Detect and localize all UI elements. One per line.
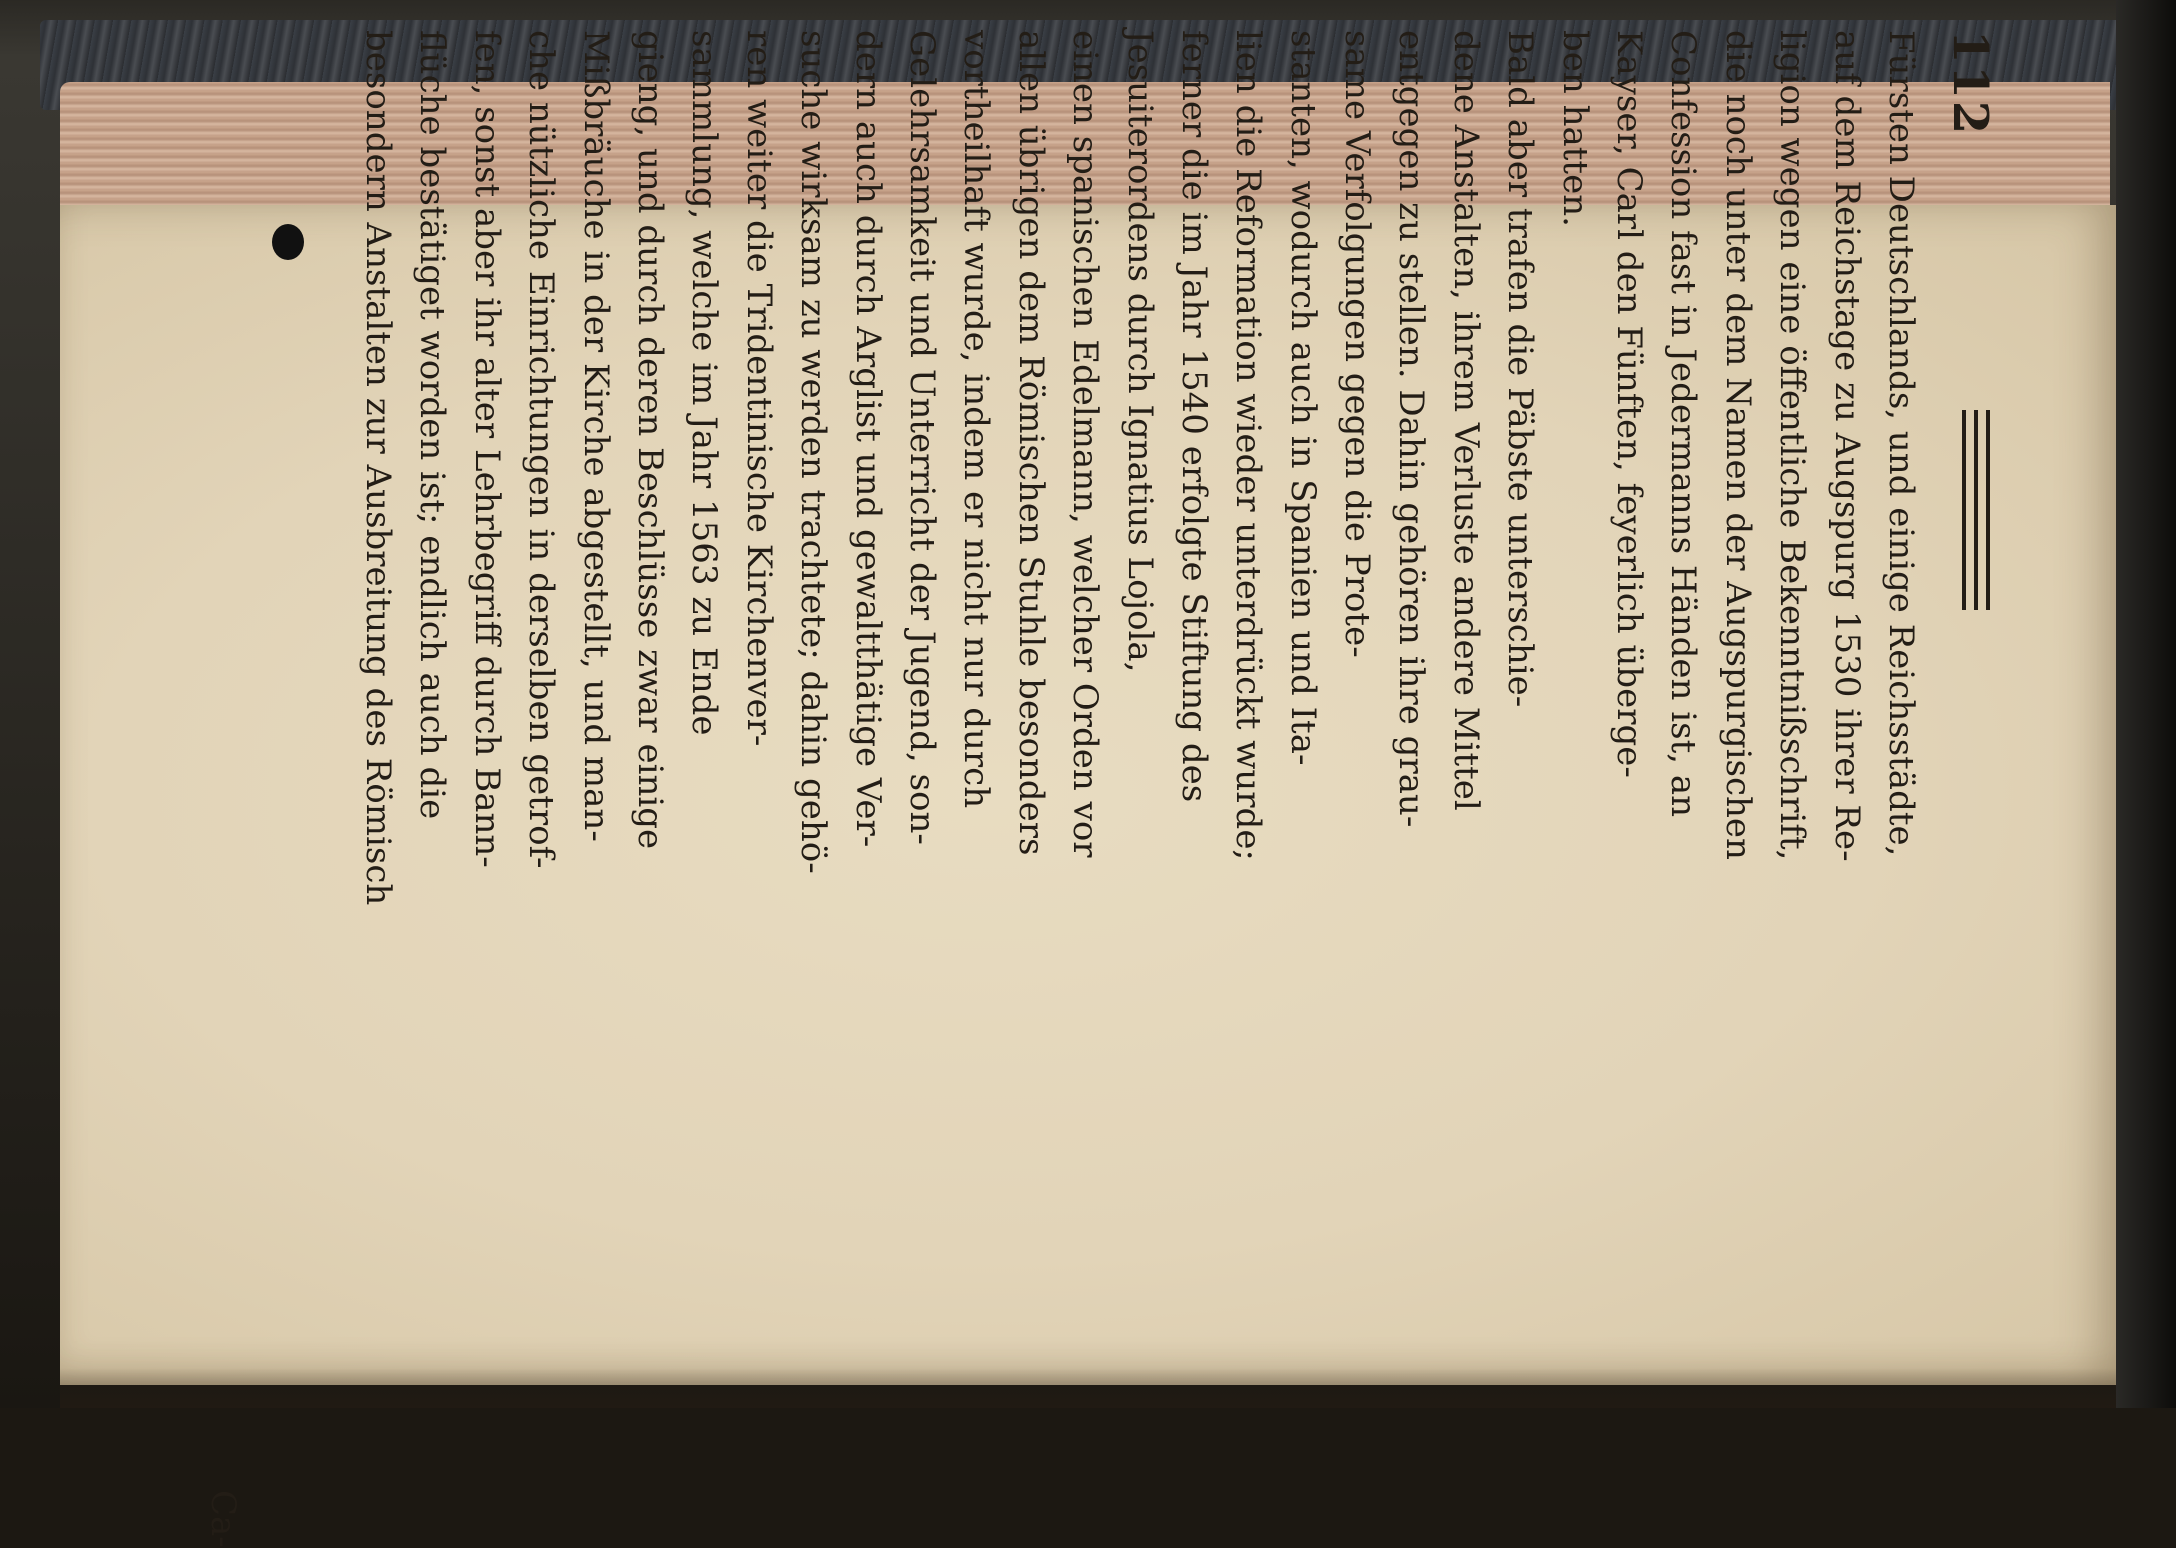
text-line: auf dem Reichstage zu Augspurg 1530 ihrer Re- xyxy=(1826,30,1867,862)
text-line: Bald aber trafen die Päbste unterschie- xyxy=(1500,30,1541,708)
text-line: die noch unter dem Namen der Augspurgischen xyxy=(1717,30,1758,860)
text-line: Confession fast in Jedermanns Händen ist, an xyxy=(1663,30,1704,818)
page-text-block xyxy=(203,30,2000,1548)
text-line: ligion wegen eine öffentliche Bekenntnißschrift, xyxy=(1772,30,1813,861)
text-line: fen, sonst aber ihr alter Lehrbegriff durch Bann- xyxy=(466,30,507,868)
text-line: stanten, wodurch auch in Spanien und Ita- xyxy=(1282,30,1323,766)
book-spine xyxy=(2116,0,2176,1408)
text-line: ben hatten. xyxy=(1554,30,1595,227)
text-line: Jesuiterordens durch Ignatius Lojola, xyxy=(1119,30,1160,673)
text-line: besondern Anstalten zur Ausbreitung des Römisch xyxy=(358,30,399,906)
page-header xyxy=(1920,30,2000,1390)
text-line: ferner die im Jahr 1540 erfolgte Stiftung des xyxy=(1173,30,1214,803)
text-line: Gelehrsamkeit und Unterricht der Jugend, son- xyxy=(901,30,942,845)
text-line: Mißbräuche in der Kirche abgestellt, und man- xyxy=(575,30,616,842)
text-line: che nützliche Einrichtungen in derselben getrof- xyxy=(521,30,562,869)
page-number: 112 xyxy=(1942,30,1998,137)
text-line: Kayser, Carl den Fünften, feyerlich überge- xyxy=(1609,30,1650,778)
text-line: Fürsten Deutschlands, und einige Reichsstädte, xyxy=(1881,30,1921,857)
body-text xyxy=(351,30,1928,1390)
text-line: entgegen zu stellen. Dahin gehören ihre grau- xyxy=(1391,30,1432,828)
text-line: dene Anstalten, ihrem Verluste andere Mittel xyxy=(1445,30,1486,811)
ink-spot xyxy=(272,224,304,260)
text-line: lien die Reformation wieder unterdrückt wurde; xyxy=(1228,30,1269,861)
header-rule xyxy=(1954,410,1990,610)
catchword: Ca- xyxy=(203,1490,243,1548)
text-line: ren weiter die Tridentinische Kirchenver- xyxy=(738,30,779,747)
text-line: gieng, und durch deren Beschlüsse zwar einige xyxy=(630,30,671,850)
text-line: same Verfolgungen gegen die Prote- xyxy=(1337,30,1378,658)
text-line: vortheilhaft wurde, indem er nicht nur durch xyxy=(956,30,997,809)
text-line: allen übrigen dem Römischen Stuhle besonders xyxy=(1010,30,1051,856)
text-line: suche wirksam zu werden trachtete; dahin gehö- xyxy=(793,30,834,874)
text-line: sammlung, welche im Jahr 1563 zu Ende xyxy=(684,30,725,736)
text-line: dern auch durch Arglist und gewaltthätige Ver- xyxy=(847,30,888,848)
text-line: einen spanischen Edelmann, welcher Orden vor xyxy=(1065,30,1106,858)
text-line: flüche bestätiget worden ist; endlich auch die xyxy=(412,30,453,820)
